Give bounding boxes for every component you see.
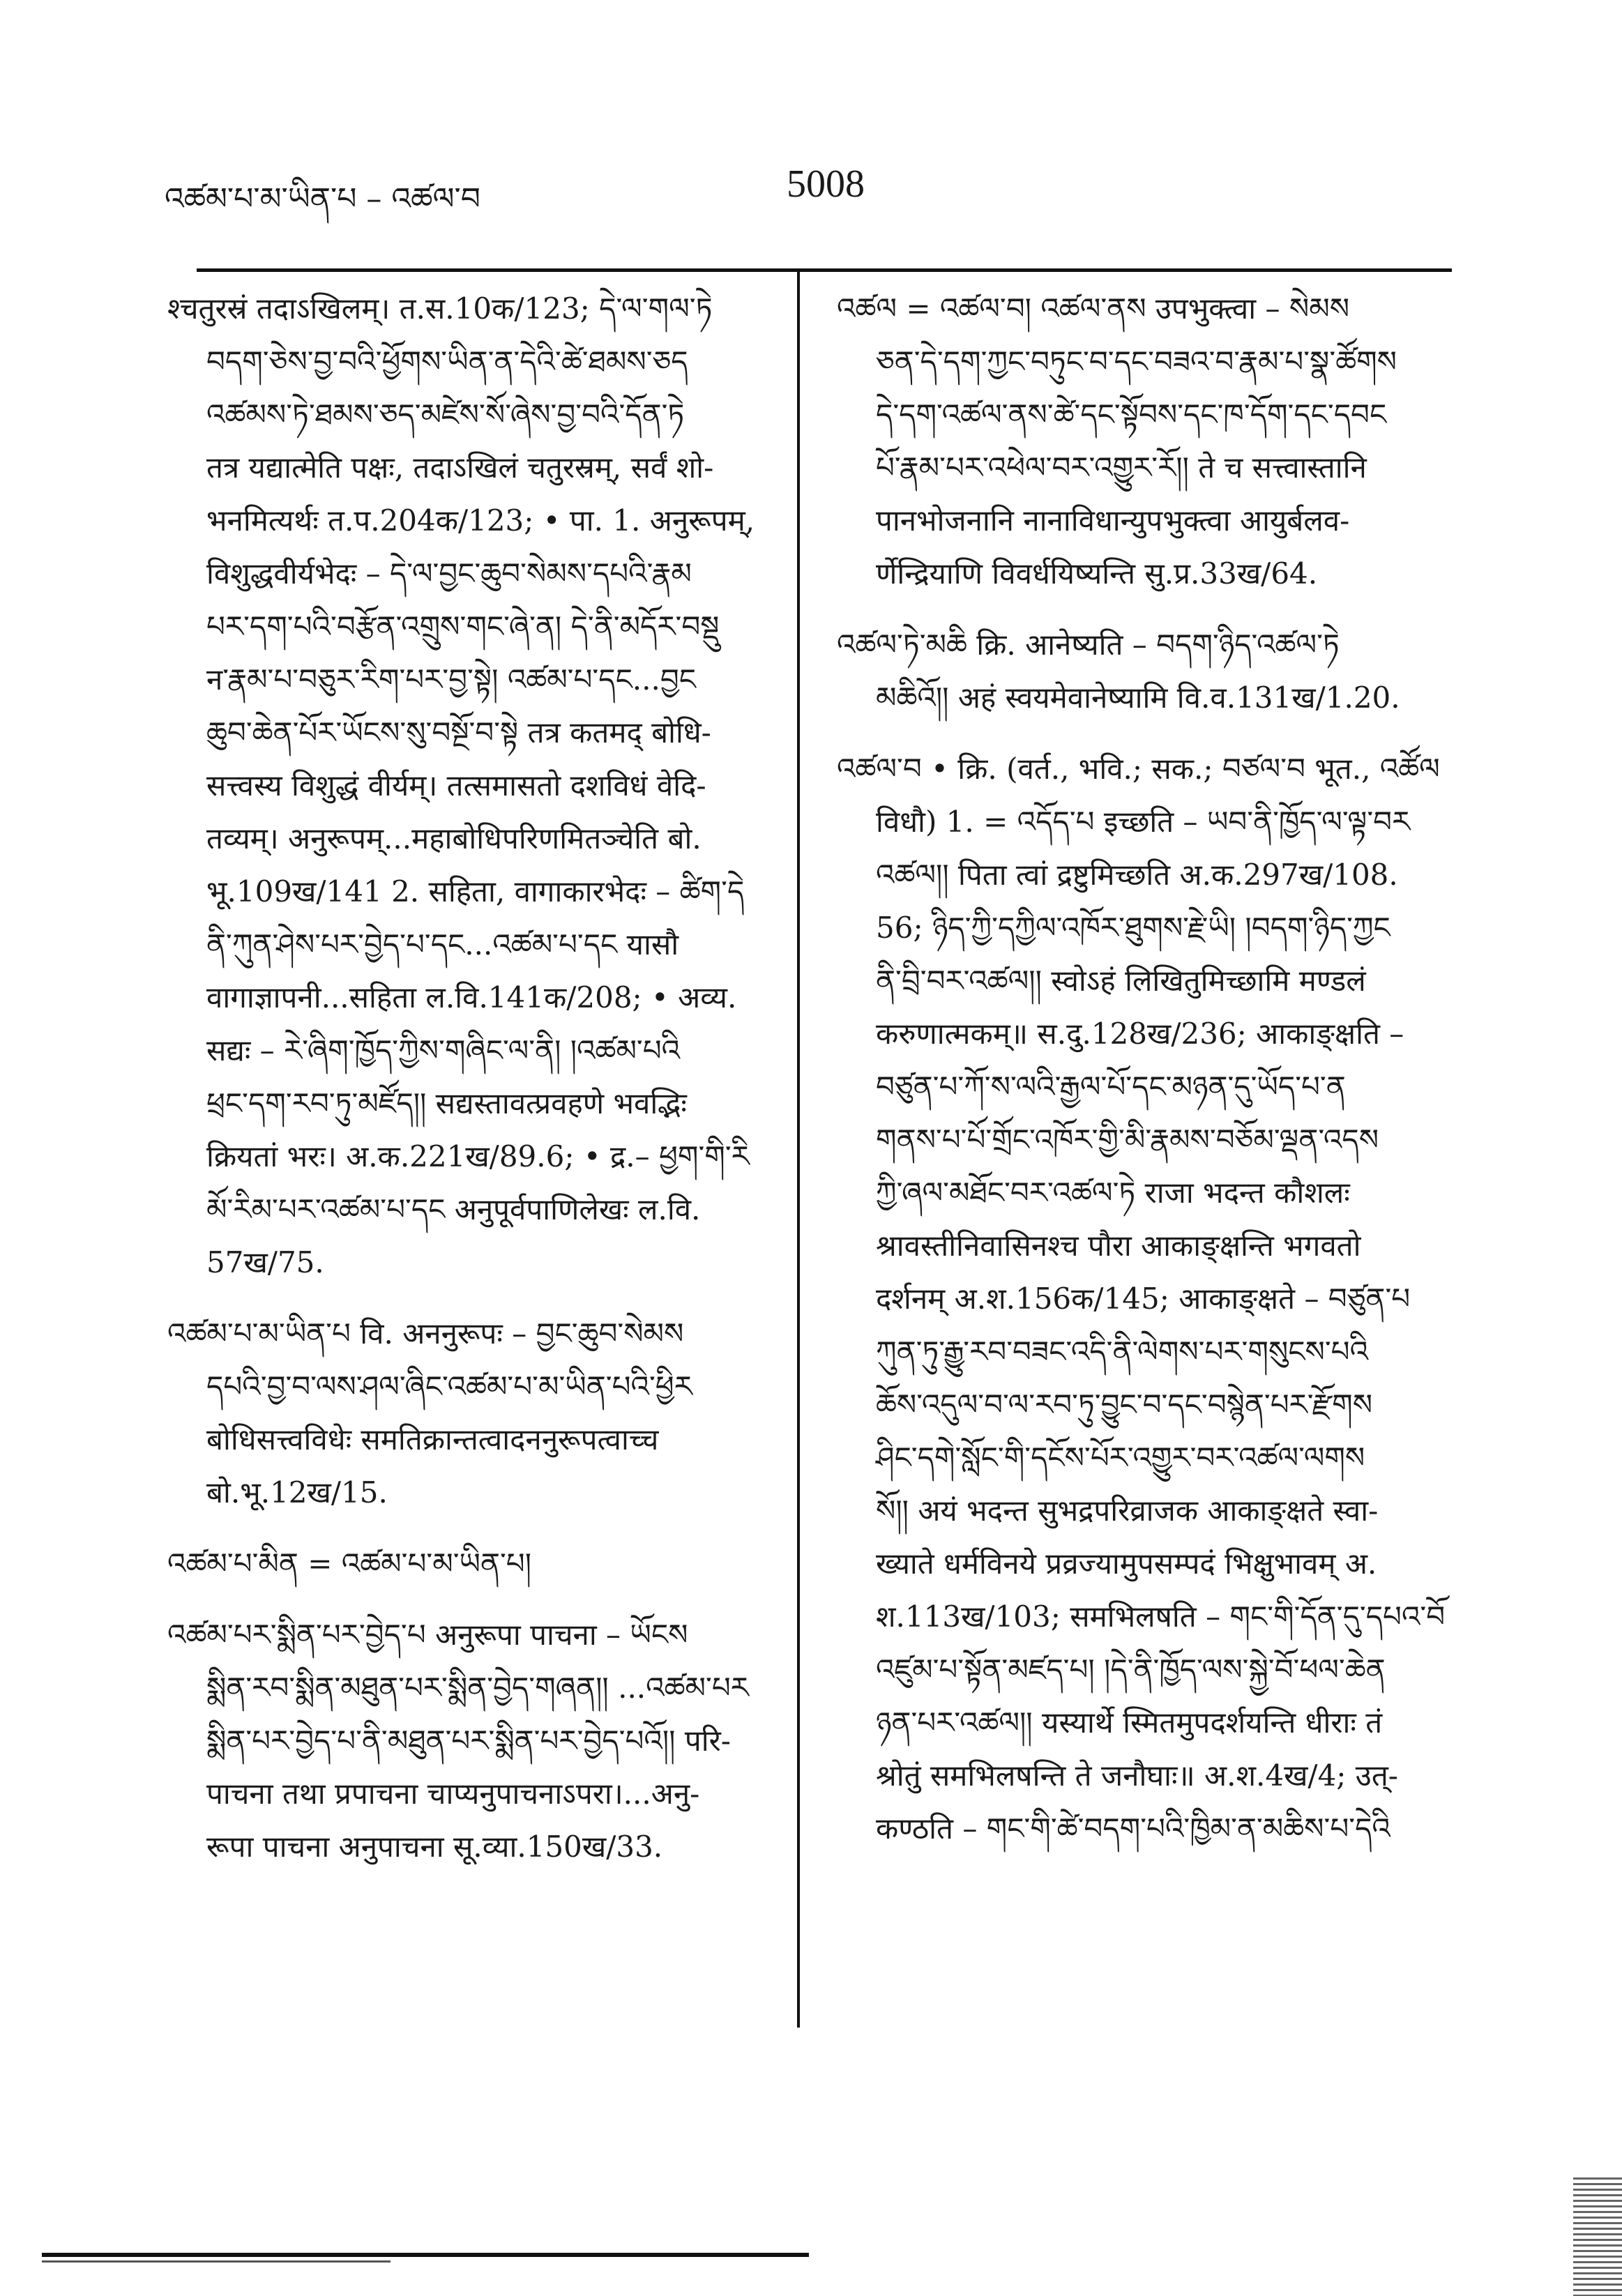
entry-line: करुणात्मकम्॥ स.दु.128ख/236; आकाङ्क्षति – — [876, 1017, 1404, 1051]
dictionary-entry — [167, 282, 781, 1289]
page-number: 5008 — [787, 162, 865, 206]
entry-line: ख्याते धर्मविनये प्रव्रज्यामुपसम्पदं भिक्षुभावम् अ. — [876, 1546, 1377, 1581]
scan-edge-mark — [1573, 2177, 1622, 2296]
right-column — [837, 282, 1450, 1873]
entry-line: འཚལ།། पिता त्वां द्रष्टुमिच्छति अ.क.297ख/108. — [876, 858, 1398, 892]
entry-line: कण्ठति – གང་གི་ཚེ་བདག་པའི་ཁྱིམ་ན་མཆིས་པ་དེའི — [876, 1811, 1390, 1846]
entry-line: གནས་པ་པོ་གྲོང་འཁོར་གྱི་མི་རྣམས་བཅོམ་ལྡན་འདས — [876, 1123, 1379, 1157]
entry-line: ཕྲང་དག་རབ་ཏུ་མཛོད།། सद्यस्तावत्प्रवहणे भवद्भिः — [206, 1086, 687, 1120]
entry-line: र्णेन्द्रियाणि विवर्धयिष्यन्ति सु.प्र.33ख/64. — [876, 556, 1318, 591]
entry-line: མཆིའོ།། अहं स्वयमेवानेष्यामि वि.व.131ख/1.20. — [876, 681, 1400, 715]
entry-line: པོ་རྣམ་པར་འཕེལ་བར་འགྱུར་རོ།། ते च सत्त्वास्तानि — [876, 450, 1367, 485]
entry-line: བདག་ཅེས་བྱ་བའི་ཕྱོགས་ཡིན་ན་དེའི་ཚེ་ཐམས་ཅད — [206, 344, 688, 379]
entry-line: तव्यम्। अनुरूपम्...महाबोधिपरिणमितञ्चेति बो. — [206, 821, 702, 856]
entry-line: तत्र यद्यात्मेति पक्षः, तदाऽखिलं चतुरस्रम्, सर्वं शो- — [206, 450, 714, 485]
entry-line: विधौ) 1. = འདོད་པ इच्छति – ཡབ་ནི་ཁྱོད་ལ་ལྟ་བར — [876, 805, 1411, 839]
entry-line: འཛུམ་པ་སྟོན་མཛད་པ། །དེ་ནི་ཁྱོད་ལས་སྐྱེ་བོ་ཕལ་ཆེན — [876, 1652, 1386, 1687]
dictionary-entry — [167, 1307, 781, 1519]
entry-line: ནི་བྲི་བར་འཚལ།། स्वोऽहं लिखितुमिच्छामि मण्डलं — [876, 964, 1366, 998]
entry-line: ཀྱི་ཞལ་མཐོང་བར་འཚལ་ཏེ राजा भदन्त कौशलः — [876, 1176, 1350, 1210]
entry-line: वागाज्ञापनी...सहिता ल.वि.141क/208; • अव्य. — [206, 980, 737, 1014]
entry-headword-line: འཚམ་པ་མ་ཡིན་པ वि. अननुरूपः – བྱང་ཆུབ་སེམས — [167, 1316, 684, 1351]
entry-line: श्रोतुं समभिलषन्ति ते जनौघाः॥ अ.श.4ख/4; उत्- — [876, 1758, 1398, 1793]
entry-line: पानभोजनानि नानाविधान्युपभुक्त्वा आयुर्बलव- — [876, 503, 1350, 538]
entry-line: रूपा पाचना अनुपाचना सू.व्या.150ख/33. — [206, 1830, 663, 1864]
column-divider — [797, 272, 800, 2028]
entry-line: बो.भू.12ख/15. — [206, 1475, 388, 1510]
entry-line: ཅན་དེ་དག་ཀྱང་བཏུང་བ་དང་བཟའ་བ་རྣམ་པ་སྣ་ཚོགས — [876, 344, 1397, 379]
entry-line: भू.109ख/141 2. सहिता, वागाकारभेदः – ཚིག་དེ — [206, 874, 745, 908]
entry-line: ཤིང་དགེ་སློང་གི་དངོས་པོར་འགྱུར་བར་འཚལ་ལགས — [876, 1440, 1365, 1475]
entry-line: न་རྣམ་པ་བཅུར་རིག་པར་བྱ་སྟེ། འཚམ་པ་དང...བྱང — [206, 662, 697, 697]
dictionary-entry — [167, 1609, 781, 1873]
running-head: འཚམ་པ་མ་ཡིན་པ – འཚལ་བ — [165, 181, 480, 217]
entry-headword-line: འཚམ་པ་མིན = འཚམ་པ་མ་ཡིན་པ། — [167, 1546, 532, 1581]
entry-headword-line: འཚམ་པར་སྨིན་པར་བྱེད་པ अनुरूपा पाचना – ཡོངས — [167, 1618, 688, 1652]
entry-line: सद्यः – རེ་ཞིག་ཁྱོད་ཀྱིས་གཞིང་ལ་ནི། །འཚམ་པའི — [206, 1033, 681, 1067]
entry-line: ཉན་པར་འཚལ།། यस्यार्थे स्मितमुपदर्शयन्ति धीराः तं — [876, 1705, 1383, 1740]
entry-line: सत्त्वस्य विशुद्धं वीर्यम्। तत्समासतो दशविधं वेदि- — [206, 768, 706, 803]
entry-line: ནི་ཀུན་ཤེས་པར་བྱེད་པ་དང...འཚམ་པ་དང यासौ — [206, 927, 679, 961]
entry-line: विशुद्धवीर्यभेदः – དེ་ལ་བྱང་ཆུབ་སེམས་དཔའི་རྣམ — [206, 556, 692, 591]
bottom-rule-thin — [42, 2260, 391, 2263]
entry-line: ཀུན་ཏུ་རྒྱུ་རབ་བཟང་འདི་ནི་ལེགས་པར་གསུངས་པའི — [876, 1335, 1369, 1369]
entry-line: སྨིན་པར་བྱེད་པ་ནི་མཐུན་པར་སྨིན་པར་བྱེད་པའོ།། परि- — [206, 1724, 731, 1758]
entry-line: དཔའི་བྱ་བ་ལས་ཤལ་ཞིང་འཚམ་པ་མ་ཡིན་པའི་ཕྱིར — [206, 1369, 692, 1404]
entry-line: དེ་དག་འཚལ་ནས་ཚེ་དང་སྟོབས་དང་ཁ་དོག་དང་དབང — [876, 397, 1387, 432]
entry-line: འཚམས་ཏེ་ཐམས་ཅད་མཛེས་སོ་ཞེས་བྱ་བའི་དོན་ཏེ — [206, 397, 685, 432]
entry-line: पाचना तथा प्रपाचना चाप्यनुपाचनाऽपरा।...अनु- — [206, 1777, 700, 1811]
header-rule — [197, 268, 1452, 272]
entry-line: སྨིན་རབ་སྨིན་མཐུན་པར་སྨིན་བྱེད་གཞན།། ...འཚམ་པར — [206, 1671, 749, 1705]
dictionary-entry — [167, 1537, 781, 1590]
left-column — [167, 282, 781, 1892]
entry-line: बोधिसत्त्वविधेः समतिक्रान्तत्वादननुरूपत्वाच्च — [206, 1422, 659, 1457]
entry-headword-line: श्चतुरस्रं तदाऽखिलम्। त.स.10क/123; དེ་ལ་གལ་ཏེ — [167, 291, 713, 326]
entry-line: ཆུབ་ཆེན་པོར་ཡོངས་སུ་བསྔོ་བ་སྟེ तत्र कतमद् बोधि- — [206, 715, 711, 750]
entry-line: ཆོས་འདུལ་བ་ལ་རབ་ཏུ་བྱུང་བ་དང་བསྙེན་པར་རྫོགས — [876, 1388, 1373, 1422]
entry-line: བཙུན་པ་ཀོ་ས་ལའི་རྒྱལ་པོ་དང་མཉན་དུ་ཡོད་པ་ན — [876, 1070, 1346, 1104]
entry-line: མོ་རིམ་པར་འཚམ་པ་དང अनुपूर्वपाणिलेखः ल.वि. — [206, 1192, 701, 1226]
entry-line: སོ།། अयं भदन्त सुभद्रपरिव्राजक आकाङ्क्षते स्वा- — [876, 1493, 1379, 1528]
dictionary-entry — [837, 282, 1450, 600]
entry-line: क्रियतां भरः। अ.क.221ख/89.6; • द्र.– ཕྱག་གི་རི — [206, 1139, 750, 1173]
bottom-rule — [42, 2253, 809, 2257]
entry-headword-line: འཚལ་ཏེ་མཆི क्रि. आनेष्यति – བདག་ཉིད་འཚལ་ཏེ — [837, 628, 1340, 662]
entry-headword-line: འཚལ = འཚལ་བ། འཚལ་ནས उपभुक्त्वा – སེམས — [837, 291, 1350, 326]
dictionary-entry — [837, 743, 1450, 1855]
dictionary-entry — [837, 618, 1450, 724]
entry-line: པར་དག་པའི་བརྩོན་འགྲུས་གང་ཞེ་ན། དེ་ནི་མདོར་བསྡུ — [206, 609, 720, 644]
entry-line: श.113ख/103; समभिलषति – གང་གི་དོན་དུ་དཔའ་བོ — [876, 1599, 1446, 1634]
entry-line: दर्शनम् अ.श.156क/145; आकाङ्क्षते – བཙུན་པ — [876, 1282, 1411, 1316]
entry-line: श्रावस्तीनिवासिनश्च पौरा आकाङ्क्षन्ति भगवतो — [876, 1229, 1361, 1263]
entry-line: 56; ཉིད་ཀྱི་དཀྱིལ་འཁོར་ཐུགས་རྗེ་ཡི། །བདག་ཉིད་ཀྱང — [876, 911, 1390, 945]
entry-line: 57ख/75. — [206, 1245, 324, 1279]
entry-line: भनमित्यर्थः त.प.204क/123; • पा. 1. अनुरूपम्, — [206, 503, 755, 538]
entry-headword-line: འཚལ་བ • क्रि. (वर्त., भवि.; सक.; བཙལ་བ भूत., འཚོལ — [837, 752, 1440, 786]
